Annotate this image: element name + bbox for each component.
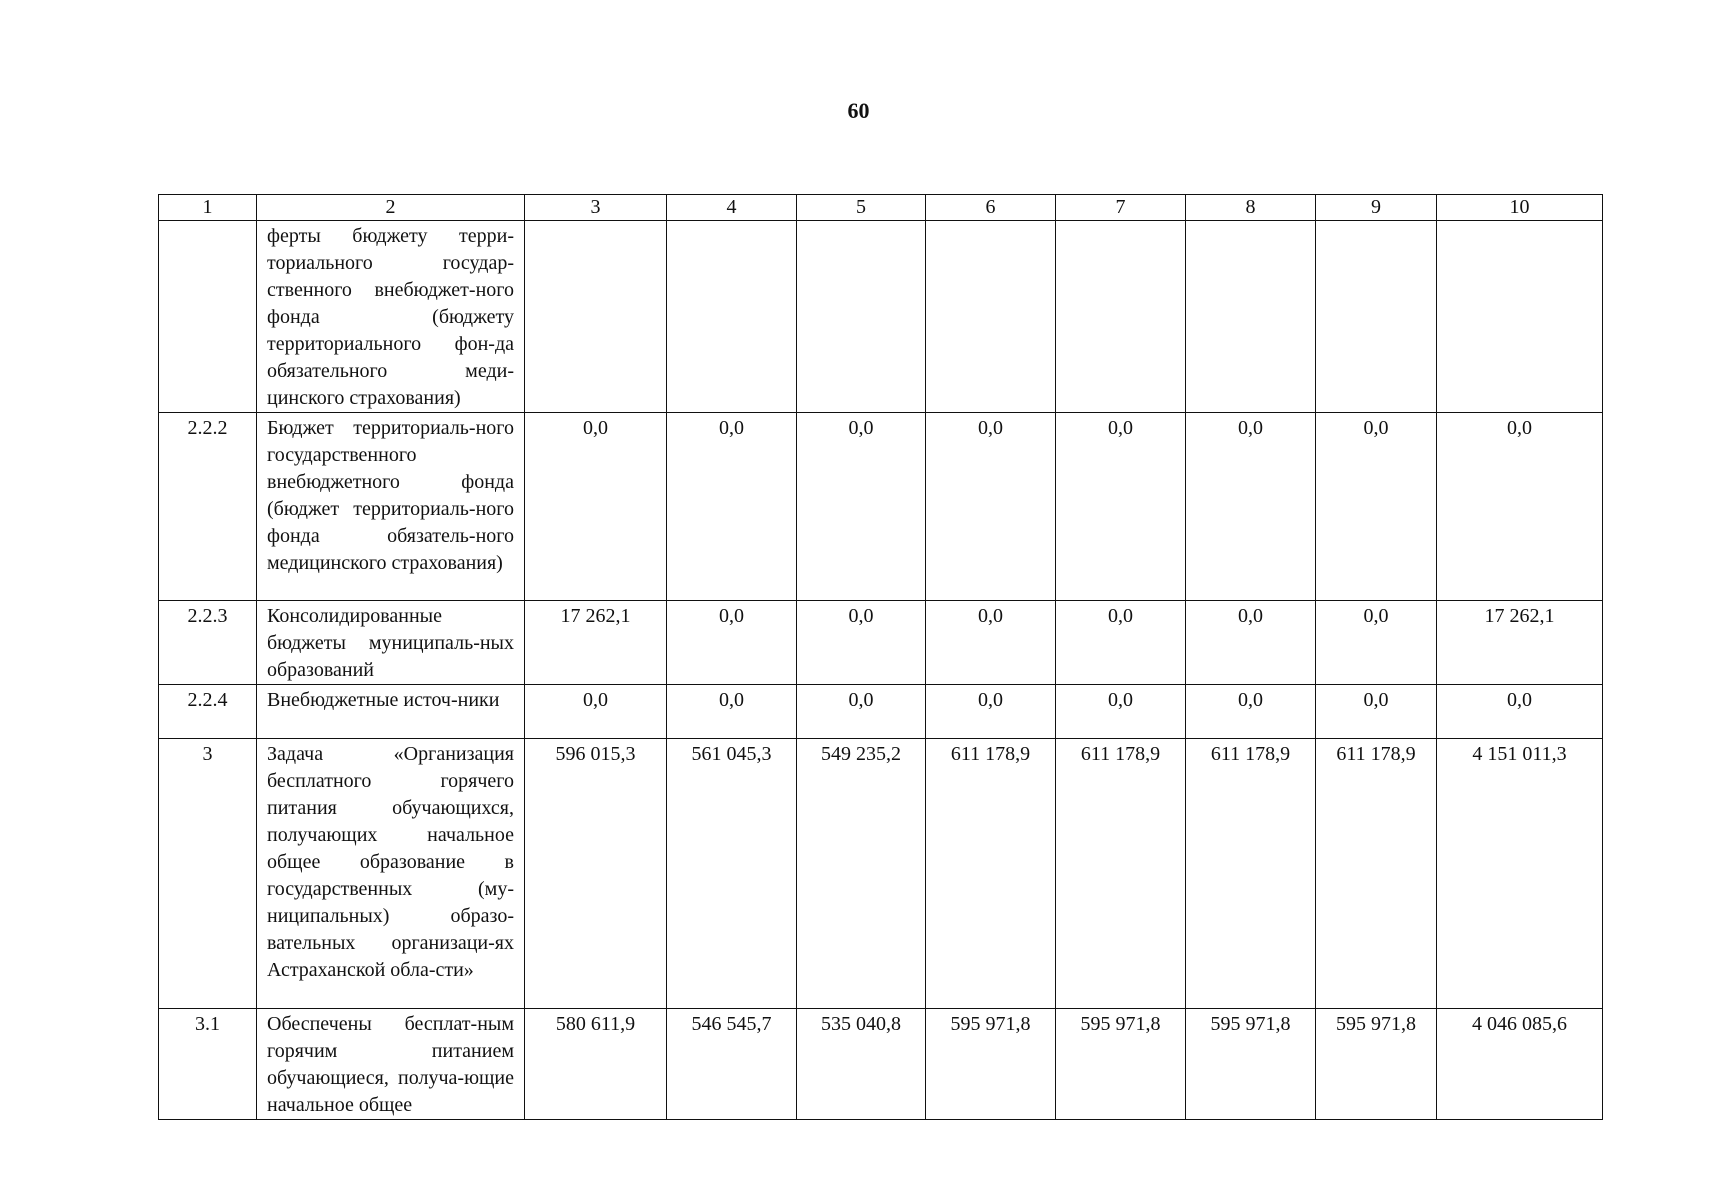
value-cell: 0,0: [1056, 685, 1186, 739]
table-row: [159, 685, 1603, 739]
header-cell: 7: [1056, 195, 1186, 221]
header-row: [159, 195, 1603, 221]
header-cell: 5: [797, 195, 926, 221]
value-cell: 0,0: [1437, 413, 1603, 601]
value-cell: 611 178,9: [1056, 739, 1186, 1009]
row-number: 3.1: [159, 1009, 257, 1120]
value-cell: 0,0: [525, 685, 667, 739]
value-cell: 0,0: [667, 601, 797, 685]
header-cell: 10: [1437, 195, 1603, 221]
value-cell: 0,0: [926, 601, 1056, 685]
value-cell: 561 045,3: [667, 739, 797, 1009]
header-cell: 2: [257, 195, 525, 221]
value-cell: 17 262,1: [1437, 601, 1603, 685]
value-cell: 0,0: [926, 413, 1056, 601]
value-cell: 611 178,9: [1316, 739, 1437, 1009]
header-cell: 4: [667, 195, 797, 221]
value-cell: 0,0: [1316, 601, 1437, 685]
value-cell: 546 545,7: [667, 1009, 797, 1120]
value-cell: 595 971,8: [1056, 1009, 1186, 1120]
row-number: 2.2.4: [159, 685, 257, 739]
table-row: [159, 1009, 1603, 1120]
value-cell: 0,0: [1056, 601, 1186, 685]
value-cell: [1316, 221, 1437, 413]
value-cell: 0,0: [1437, 685, 1603, 739]
row-name: Консолидированные бюджеты муниципаль-ных образований: [257, 601, 525, 685]
value-cell: 611 178,9: [1186, 739, 1316, 1009]
value-cell: [667, 221, 797, 413]
value-cell: 17 262,1: [525, 601, 667, 685]
table-row: [159, 739, 1603, 1009]
header-cell: 6: [926, 195, 1056, 221]
table-row: [159, 413, 1603, 601]
row-number: 3: [159, 739, 257, 1009]
value-cell: 4 151 011,3: [1437, 739, 1603, 1009]
budget-table: [158, 194, 1603, 1120]
value-cell: [926, 221, 1056, 413]
row-number: 2.2.3: [159, 601, 257, 685]
value-cell: 596 015,3: [525, 739, 667, 1009]
value-cell: 0,0: [525, 413, 667, 601]
value-cell: 0,0: [926, 685, 1056, 739]
value-cell: 0,0: [667, 413, 797, 601]
value-cell: [525, 221, 667, 413]
page-number: 60: [847, 98, 870, 123]
value-cell: [1437, 221, 1603, 413]
value-cell: 595 971,8: [926, 1009, 1056, 1120]
value-cell: 4 046 085,6: [1437, 1009, 1603, 1120]
header-cell: 3: [525, 195, 667, 221]
row-name: Обеспечены бесплат-ным горячим питанием обучающиеся, получа-ющие начальное общее: [257, 1009, 525, 1120]
value-cell: 0,0: [1316, 413, 1437, 601]
value-cell: 0,0: [797, 685, 926, 739]
value-cell: 0,0: [1316, 685, 1437, 739]
value-cell: 0,0: [1186, 413, 1316, 601]
value-cell: 611 178,9: [926, 739, 1056, 1009]
table-row: [159, 221, 1603, 413]
header-cell: 8: [1186, 195, 1316, 221]
row-name: Бюджет территориаль-ного государственного внебюджетного фонда (бюджет территориаль-ного фонда обязатель-ного медицинского страхования): [257, 413, 525, 601]
header-cell: 9: [1316, 195, 1437, 221]
row-number: 2.2.2: [159, 413, 257, 601]
value-cell: 0,0: [1186, 601, 1316, 685]
value-cell: 580 611,9: [525, 1009, 667, 1120]
value-cell: 0,0: [667, 685, 797, 739]
value-cell: 0,0: [797, 413, 926, 601]
row-name: ферты бюджету терри-ториального государ-ственного внебюджет-ного фонда (бюджету территориального фон-да обязательного меди-цинского страхования): [257, 221, 525, 413]
value-cell: 0,0: [1056, 413, 1186, 601]
value-cell: [797, 221, 926, 413]
value-cell: 595 971,8: [1316, 1009, 1437, 1120]
row-name: Внебюджетные источ-ники: [257, 685, 525, 739]
value-cell: [1056, 221, 1186, 413]
value-cell: 0,0: [1186, 685, 1316, 739]
value-cell: [1186, 221, 1316, 413]
header-cell: 1: [159, 195, 257, 221]
value-cell: 535 040,8: [797, 1009, 926, 1120]
row-name: Задача «Организация бесплатного горячего питания обучающихся, получающих начальное общее образование в государственных (му-ниципальных) образо-вательных организаци-ях Астраханской обла-сти»: [257, 739, 525, 1009]
row-number: [159, 221, 257, 413]
table-row: [159, 601, 1603, 685]
value-cell: 549 235,2: [797, 739, 926, 1009]
value-cell: 595 971,8: [1186, 1009, 1316, 1120]
value-cell: 0,0: [797, 601, 926, 685]
